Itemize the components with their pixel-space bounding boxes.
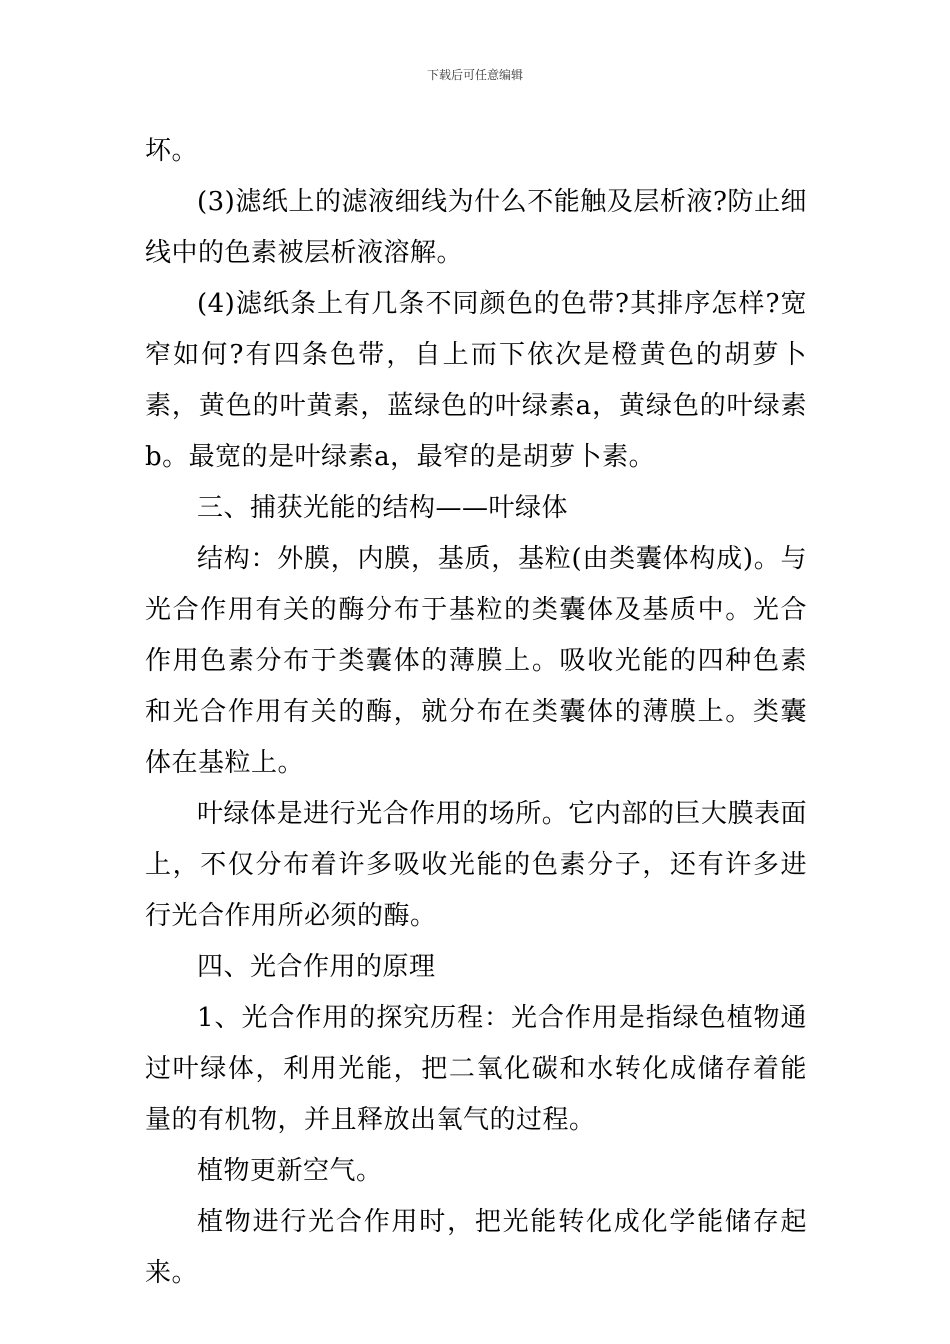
paragraph: (3)滤纸上的滤液细线为什么不能触及层析液?防止细线中的色素被层析液溶解。 [145,187,807,268]
paragraph: 坏。 [145,136,199,166]
section-heading: 四、光合作用的原理 [197,952,436,982]
paragraph: (4)滤纸条上有几条不同颜色的色带?其排序怎样?宽窄如何?有四条色带，自上而下依次是橙黄色的胡萝卜素，黄色的叶黄素，蓝绿色的叶绿素a，黄绿色的叶绿素b。最宽的是叶绿素a，最窄的是胡萝卜素。 [145,289,807,472]
paragraph: 结构：外膜，内膜，基质，基粒(由类囊体构成)。与光合作用有关的酶分布于基粒的类囊体及基质中。光合作用色素分布于类囊体的薄膜上。吸收光能的四种色素和光合作用有关的酶，就分布在类囊体的薄膜上。类囊体在基粒上。 [145,544,807,778]
section-heading: 三、捕获光能的结构——叶绿体 [197,493,569,523]
paragraph: 植物进行光合作用时，把光能转化成化学能储存起来。 [145,1207,807,1288]
paragraph: 植物更新空气。 [197,1156,383,1186]
paragraph: 叶绿体是进行光合作用的场所。它内部的巨大膜表面上，不仅分布着许多吸收光能的色素分子，还有许多进行光合作用所必须的酶。 [145,799,807,931]
document-body [145,126,807,1299]
page-header: 下载后可任意编辑 [426,68,523,82]
paragraph: 1、光合作用的探究历程：光合作用是指绿色植物通过叶绿体，利用光能，把二氧化碳和水转化成储存着能量的有机物，并且释放出氧气的过程。 [145,1003,807,1135]
